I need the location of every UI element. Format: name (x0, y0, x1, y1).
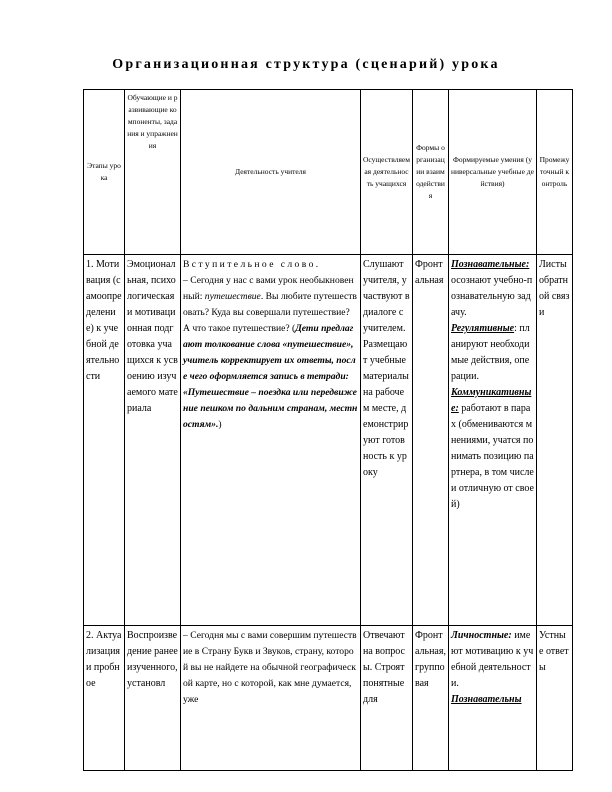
skills-cognitive-label-2: Познавательны (451, 694, 522, 705)
header-students: Осуществляемая деятельность учащихся (361, 90, 413, 255)
table-row (84, 255, 573, 626)
header-skills: Формируемые умения (универсальные учебные действия) (449, 90, 537, 255)
row2-forms: Фронтальная, групповая (413, 626, 449, 771)
teacher-line1: – Сегодня у нас с вами урок необыкновенный: (183, 275, 354, 302)
row2-skills (449, 626, 537, 771)
header-teacher: Деятельность учителя (181, 90, 361, 255)
teacher-close: ) (218, 419, 222, 430)
skills-personal-label: Личностные: (451, 630, 512, 641)
row2-stage: 2. Актуализация и пробное (84, 626, 125, 771)
header-control: Промежуточный контроль (537, 90, 573, 255)
row1-students: Слушают учителя, участвуют в диалоге с учителем. Размещают учебные материалы на рабочем месте, демонстрируют готовность к уроку (361, 255, 413, 626)
teacher-line2: . Вы любите путешествовать? Куда вы совершали путешествие? А что такое путешествие? ( (183, 291, 357, 334)
lesson-structure-table (83, 89, 573, 771)
row1-tasks: Эмоциональная, психологическая и мотивационная подготовка учащихся к усвоению изучаемого материала (125, 255, 181, 626)
skills-cognitive-label: Познавательные: (451, 259, 530, 270)
header-forms: Формы организации взаимодействия (413, 90, 449, 255)
skills-cognitive: осознают учебно-познавательную задачу. (451, 275, 533, 318)
skills-communicative: работают в парах (обмениваются мнениями, учатся понимать позицию партнера, в том числе и отличную от своей) (451, 403, 534, 510)
header-tasks: Обучающие и развивающие компоненты, задания и упражнения (125, 90, 181, 255)
teacher-note: Дети предлагают толкование слова «путешествие», учитель корректирует их ответы, после чего оформляется запись в тетради: «Путешествие – поездка или передвижение пешком по дальним странам, местностям». (183, 323, 358, 430)
row1-teacher (181, 255, 361, 626)
skills-personal: имеют мотивацию к учебной деятельности. (451, 630, 534, 689)
header-stage: Этапы урока (84, 90, 125, 255)
page-title: Организационная структура (сценарий) урока (112, 57, 500, 72)
table-header-row (84, 90, 573, 255)
row2-control: Устные ответы (537, 626, 573, 771)
teacher-line1-em: путешествие (204, 291, 261, 302)
row2-tasks: Воспроизведение ранее изученного, установл (125, 626, 181, 771)
teacher-intro: Вступительное слово. (183, 259, 321, 270)
row2-teacher: – Сегодня мы с вами совершим путешествие в Страну Букв и Звуков, страну, которой вы не найдете на обычной географической карте, но с которой, как мне думается, уже (181, 626, 361, 771)
row1-skills (449, 255, 537, 626)
row1-stage: 1. Мотивация (самоопределение) к учебной деятельности (84, 255, 125, 626)
row2-students: Отвечают на вопросы. Строят понятные для (361, 626, 413, 771)
skills-regulatory: : планируют необходимые действия, операции. (451, 323, 530, 382)
table-row (84, 626, 573, 771)
skills-regulatory-label: Регулятивные (451, 323, 515, 334)
skills-communicative-label: Коммуникативные: (451, 387, 532, 414)
row1-control: Листы обратной связи (537, 255, 573, 626)
row1-forms: Фронтальная (413, 255, 449, 626)
